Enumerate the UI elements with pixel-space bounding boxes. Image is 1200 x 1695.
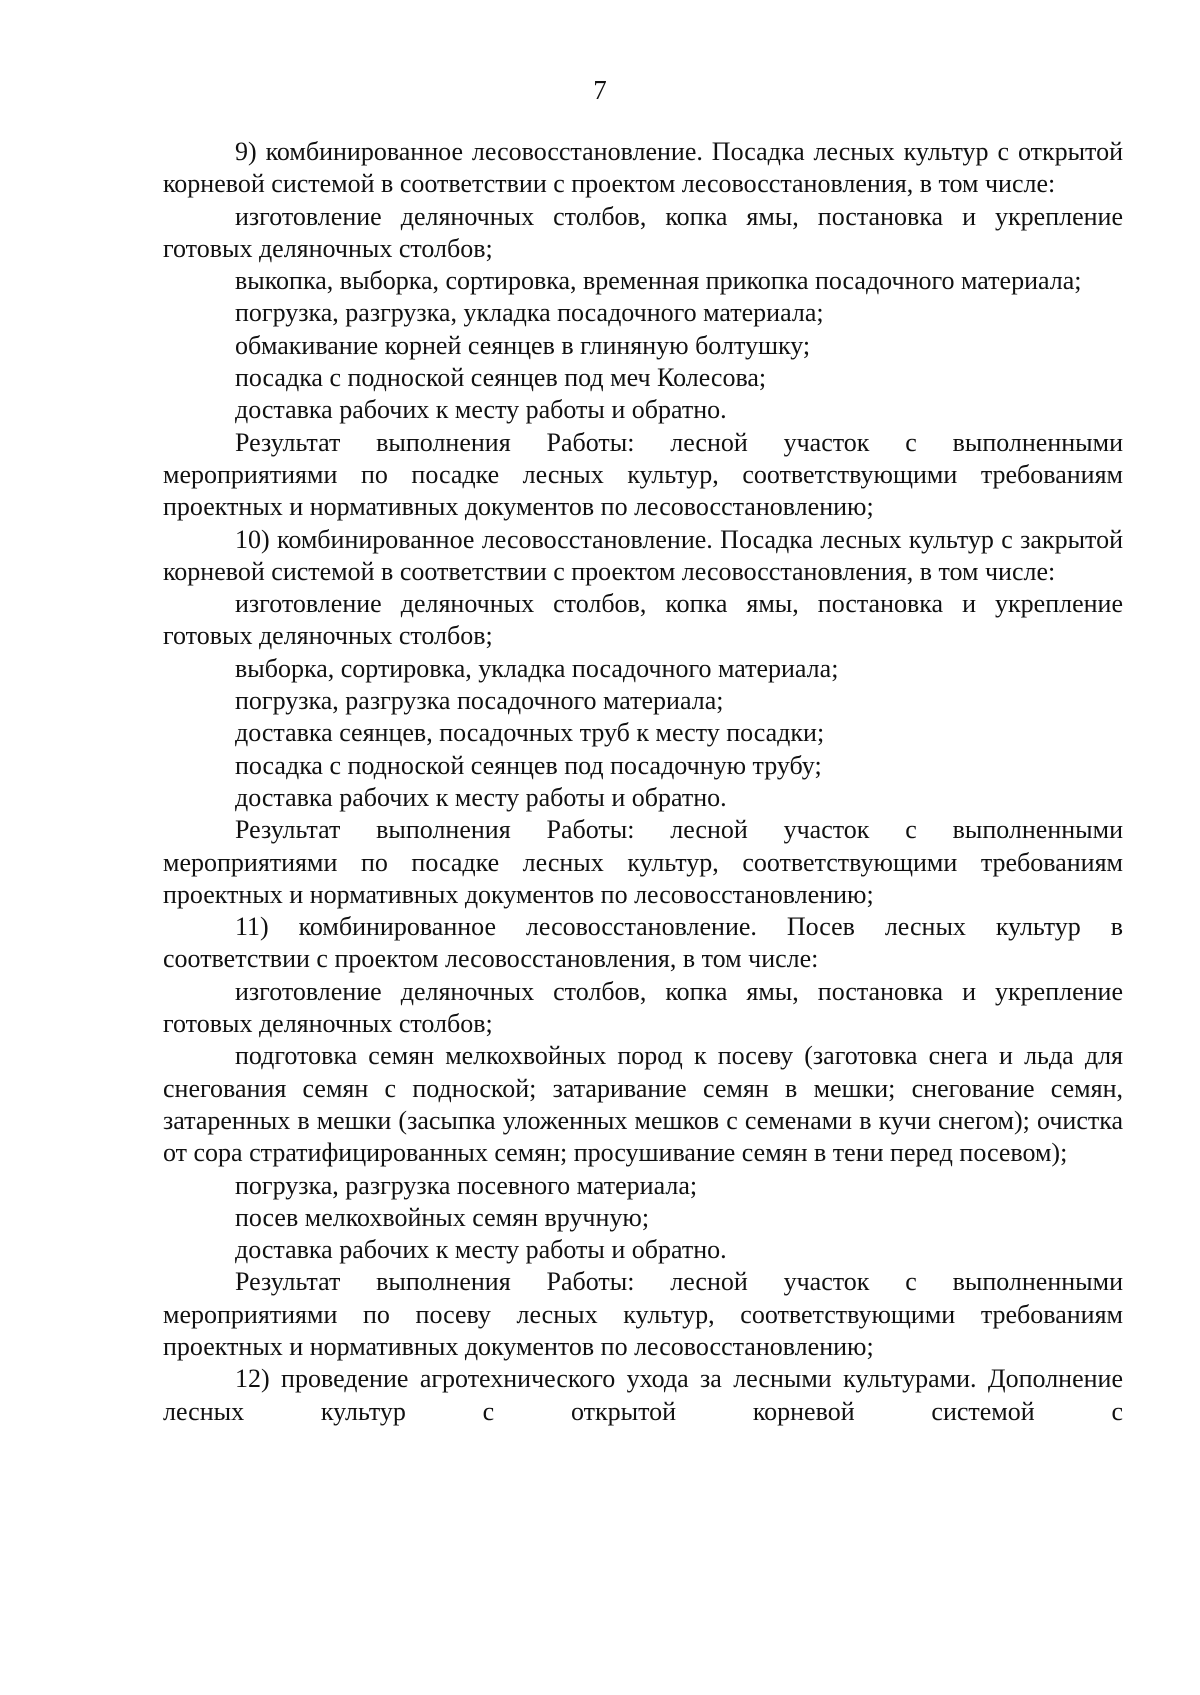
paragraph-item-9: 9) комбинированное лесовосстановление. Посадка лесных культур с открытой корневой системой в соответствии с проектом лесовосстановления, в том числе:	[163, 137, 1123, 199]
paragraph-subitem: подготовка семян мелкохвойных пород к посеву (заготовка снега и льда для снегования семян с подноской; затаривание семян в мешки; снегование семян, затаренных в мешки (засыпка уложенных мешков с семенами в кучи снегом); очистка от сора стратифицированных семян; просушивание семян в тени перед посевом);	[163, 1041, 1123, 1168]
paragraph-subitem: доставка сеянцев, посадочных труб к месту посадки;	[235, 718, 825, 748]
paragraph-result: Результат выполнения Работы: лесной участок с выполненными мероприятиями по посеву лесных культур, соответствующими требованиям проектных и нормативных документов по лесовосстановлению;	[163, 1267, 1123, 1361]
paragraph-result: Результат выполнения Работы: лесной участок с выполненными мероприятиями по посадке лесных культур, соответствующими требованиям проектных и нормативных документов по лесовосстановлению;	[163, 815, 1123, 909]
document-body	[163, 136, 1123, 1428]
paragraph-subitem: изготовление деляночных столбов, копка ямы, постановка и укрепление готовых деляночных столбов;	[163, 589, 1123, 651]
paragraph-subitem: погрузка, разгрузка, укладка посадочного материала;	[235, 298, 824, 328]
paragraph-subitem: доставка рабочих к месту работы и обратно.	[235, 782, 727, 812]
page-number: 7	[593, 75, 607, 105]
paragraph-subitem: выкопка, выборка, сортировка, временная прикопка посадочного материала;	[235, 266, 1082, 296]
paragraph-subitem: изготовление деляночных столбов, копка ямы, постановка и укрепление готовых деляночных столбов;	[163, 201, 1123, 263]
paragraph-item-12: 12) проведение агротехнического ухода за лесными культурами. Дополнение лесных культур с открытой корневой системой с	[163, 1364, 1123, 1426]
paragraph-item-11: 11) комбинированное лесовосстановление. Посев лесных культур в соответствии с проектом лесовосстановления, в том числе:	[163, 912, 1123, 974]
paragraph-subitem: обмакивание корней сеянцев в глиняную болтушку;	[235, 330, 811, 360]
paragraph-subitem: погрузка, разгрузка посевного материала;	[235, 1170, 698, 1200]
paragraph-subitem: изготовление деляночных столбов, копка ямы, постановка и укрепление готовых деляночных столбов;	[163, 976, 1123, 1039]
paragraph-subitem: доставка рабочих к месту работы и обратно.	[235, 395, 727, 425]
paragraph-subitem: выборка, сортировка, укладка посадочного материала;	[235, 653, 839, 683]
paragraph-item-10: 10) комбинированное лесовосстановление. Посадка лесных культур с закрытой корневой системой в соответствии с проектом лесовосстановления, в том числе:	[163, 524, 1123, 586]
paragraph-subitem: доставка рабочих к месту работы и обратно.	[235, 1235, 727, 1265]
paragraph-subitem: посев мелкохвойных семян вручную;	[235, 1202, 650, 1232]
paragraph-subitem: посадка с подноской сеянцев под посадочную трубу;	[235, 750, 822, 780]
paragraph-subitem: погрузка, разгрузка посадочного материала;	[235, 686, 724, 716]
paragraph-subitem: посадка с подноской сеянцев под меч Колесова;	[235, 363, 767, 393]
paragraph-result: Результат выполнения Работы: лесной участок с выполненными мероприятиями по посадке лесных культур, соответствующими требованиям проектных и нормативных документов по лесовосстановлению;	[163, 427, 1123, 522]
